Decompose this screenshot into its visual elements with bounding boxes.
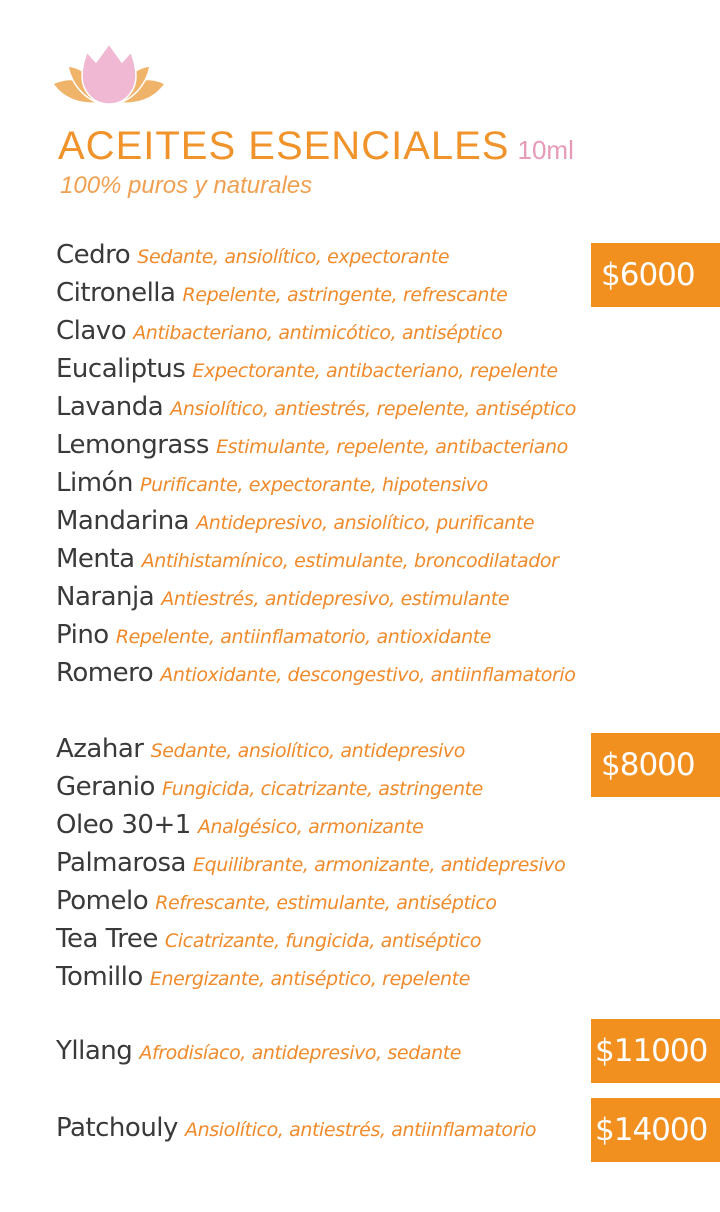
oil-name: Lemongrass (56, 430, 209, 460)
oil-properties: Antiestrés, antidepresivo, estimulante (161, 588, 510, 610)
oil-name: Citronella (56, 278, 176, 308)
lotus-flower-icon (52, 42, 166, 106)
oil-properties: Ansiolítico, antiestrés, antiinflamatorio (185, 1119, 537, 1141)
price-badge: $14000 (591, 1098, 720, 1162)
list-item (56, 1109, 536, 1147)
list-item (56, 540, 576, 578)
list-item (56, 426, 576, 464)
price-badge: $11000 (591, 1019, 720, 1083)
oil-properties: Afrodisíaco, antidepresivo, sedante (139, 1042, 462, 1064)
oil-properties: Equilibrante, armonizante, antidepresivo (193, 854, 566, 876)
list-item (56, 1032, 461, 1070)
list-item (56, 236, 576, 274)
subtitle: 100% puros y naturales (60, 172, 313, 199)
list-item (56, 388, 576, 426)
oil-name: Pino (56, 620, 109, 650)
oil-properties: Ansiolítico, antiestrés, repelente, antiséptico (170, 398, 577, 420)
oil-properties: Purificante, expectorante, hipotensivo (140, 474, 488, 496)
list-item (56, 654, 576, 692)
price-badge: $8000 (591, 733, 720, 797)
oil-group-11000 (56, 1032, 461, 1070)
list-item (56, 806, 565, 844)
oil-name: Eucaliptus (56, 354, 186, 384)
oil-name: Naranja (56, 582, 155, 612)
list-item (56, 502, 576, 540)
oil-name: Patchouly (56, 1113, 178, 1143)
list-item (56, 578, 576, 616)
oil-properties: Antioxidante, descongestivo, antiinflamatorio (160, 664, 576, 686)
oil-properties: Energizante, antiséptico, repelente (149, 968, 470, 990)
oil-properties: Sedante, ansiolítico, expectorante (137, 246, 450, 268)
oil-name: Clavo (56, 316, 127, 346)
oil-properties: Repelente, astringente, refrescante (182, 284, 508, 306)
list-item (56, 882, 565, 920)
oil-properties: Repelente, antiinflamatorio, antioxidante (115, 626, 492, 648)
price-badge: $6000 (591, 243, 720, 307)
page-title (58, 124, 574, 169)
list-item (56, 730, 565, 768)
oil-properties: Antihistamínico, estimulante, broncodilatador (141, 550, 559, 572)
oil-properties: Refrescante, estimulante, antiséptico (155, 892, 497, 914)
oil-properties: Fungicida, cicatrizante, astringente (161, 778, 483, 800)
oil-name: Geranio (56, 772, 155, 802)
title-text: ACEITES ESENCIALES (58, 124, 510, 168)
oil-name: Lavanda (56, 392, 164, 422)
list-item (56, 768, 565, 806)
oil-name: Yllang (56, 1036, 133, 1066)
list-item (56, 616, 576, 654)
oil-name: Limón (56, 468, 133, 498)
volume-label: 10ml (517, 135, 574, 165)
oil-properties: Expectorante, antibacteriano, repelente (192, 360, 558, 382)
oil-name: Oleo 30+1 (56, 810, 191, 840)
list-item (56, 844, 565, 882)
oil-group-14000 (56, 1109, 536, 1147)
oil-name: Mandarina (56, 506, 190, 536)
oil-name: Tea Tree (56, 924, 158, 954)
list-item (56, 274, 576, 312)
oil-properties: Cicatrizante, fungicida, antiséptico (164, 930, 482, 952)
oil-name: Pomelo (56, 886, 149, 916)
oil-name: Cedro (56, 240, 131, 270)
oil-name: Palmarosa (56, 848, 186, 878)
list-item (56, 958, 565, 996)
list-item (56, 312, 576, 350)
list-item (56, 350, 576, 388)
oil-properties: Analgésico, armonizante (197, 816, 424, 838)
oil-group-6000 (56, 236, 576, 692)
list-item (56, 464, 576, 502)
oil-name: Tomillo (56, 962, 143, 992)
oil-properties: Sedante, ansiolítico, antidepresivo (150, 740, 465, 762)
oil-name: Menta (56, 544, 135, 574)
oil-name: Romero (56, 658, 154, 688)
list-item (56, 920, 565, 958)
oil-name: Azahar (56, 734, 144, 764)
oil-properties: Antibacteriano, antimicótico, antiséptico (133, 322, 503, 344)
oil-properties: Antidepresivo, ansiolítico, purificante (196, 512, 535, 534)
oil-properties: Estimulante, repelente, antibacteriano (216, 436, 568, 458)
oil-group-8000 (56, 730, 565, 996)
